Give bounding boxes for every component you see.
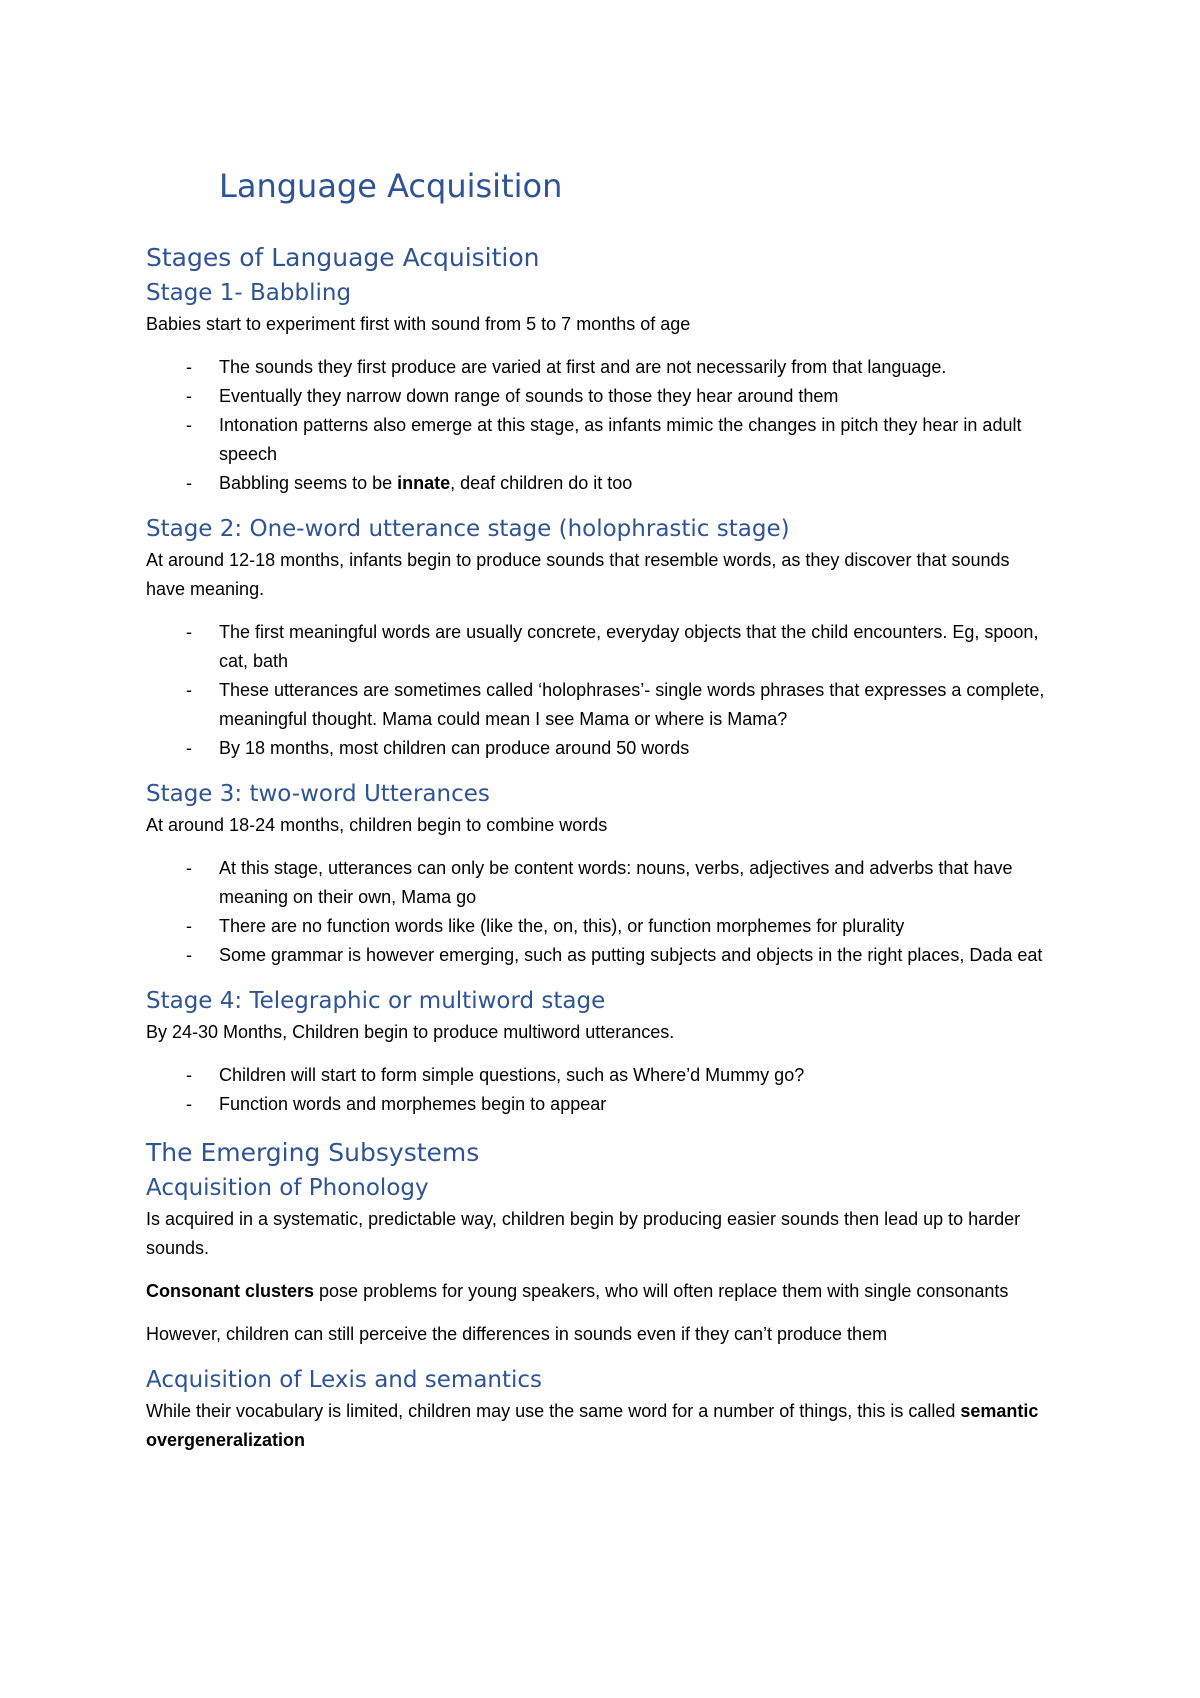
list-item: - Some grammar is however emerging, such as putting subjects and objects in the right places, Dada eat [146, 941, 1050, 970]
heading-stage-1: Stage 1- Babbling [146, 280, 352, 306]
heading-stage-2: Stage 2: One-word utterance stage (holophrastic stage) [146, 516, 790, 542]
phonology-paragraph-1: Is acquired in a systematic, predictable way, children begin by producing easier sounds then lead up to harder sounds. [146, 1209, 1021, 1258]
heading-phonology: Acquisition of Phonology [146, 1175, 429, 1201]
list-item: - These utterances are sometimes called ‘holophrases’- single words phrases that expresses a complete, meaningful thought. Mama could mean I see Mama or where is Mama? [146, 676, 1050, 734]
bold-term-innate: innate [397, 473, 451, 493]
list-item: - The sounds they first produce are varied at first and are not necessarily from that language. [146, 353, 1050, 382]
list-item: - Intonation patterns also emerge at this stage, as infants mimic the changes in pitch they hear in adult speech [146, 411, 1050, 469]
heading-emerging-subsystems: The Emerging Subsystems [146, 1138, 480, 1167]
stage-4-intro: By 24-30 Months, Children begin to produce multiword utterances. [146, 1022, 675, 1042]
list-item: - Function words and morphemes begin to appear [146, 1090, 1050, 1119]
heading-stage-3: Stage 3: two-word Utterances [146, 781, 490, 807]
list-item: - There are no function words like (like the, on, this), or function morphemes for plurality [146, 912, 1050, 941]
stage-2-list [146, 618, 1050, 763]
bold-term-semantic-overgeneralization: semantic overgeneralization [146, 1401, 1039, 1450]
paragraph-text: pose problems for young speakers, who will often replace them with single consonants [314, 1281, 1009, 1301]
phonology-paragraph-3: However, children can still perceive the differences in sounds even if they can’t produce them [146, 1324, 888, 1344]
list-item: - Children will start to form simple questions, such as Where’d Mummy go? [146, 1061, 1050, 1090]
stage-2-intro: At around 12-18 months, infants begin to produce sounds that resemble words, as they discover that sounds have meaning. [146, 550, 1010, 599]
list-item: - At this stage, utterances can only be content words: nouns, verbs, adjectives and adverbs that have meaning on their own, Mama go [146, 854, 1050, 912]
list-item: - By 18 months, most children can produce around 50 words [146, 734, 1050, 763]
stage-1-list [146, 353, 1050, 498]
list-item [146, 469, 1050, 498]
bold-term-consonant-clusters: Consonant clusters [146, 1281, 315, 1301]
document-title: Language Acquisition [219, 167, 563, 205]
list-item-text: Babbling seems to be [219, 473, 398, 493]
phonology-paragraph-2 [146, 1277, 1050, 1306]
list-item: - Eventually they narrow down range of sounds to those they hear around them [146, 382, 1050, 411]
list-item-text: , deaf children do it too [450, 473, 633, 493]
stage-3-list [146, 854, 1050, 970]
heading-stages: Stages of Language Acquisition [146, 243, 540, 272]
heading-lexis-semantics: Acquisition of Lexis and semantics [146, 1367, 543, 1393]
list-item: - The first meaningful words are usually concrete, everyday objects that the child encounters. Eg, spoon, cat, bath [146, 618, 1050, 676]
stage-4-list [146, 1061, 1050, 1119]
heading-stage-4: Stage 4: Telegraphic or multiword stage [146, 988, 606, 1014]
stage-3-intro: At around 18-24 months, children begin to combine words [146, 815, 608, 835]
stage-1-intro: Babies start to experiment first with sound from 5 to 7 months of age [146, 314, 691, 334]
lexis-paragraph-1 [146, 1397, 1050, 1455]
paragraph-text: While their vocabulary is limited, children may use the same word for a number of things, this is called [146, 1401, 961, 1421]
